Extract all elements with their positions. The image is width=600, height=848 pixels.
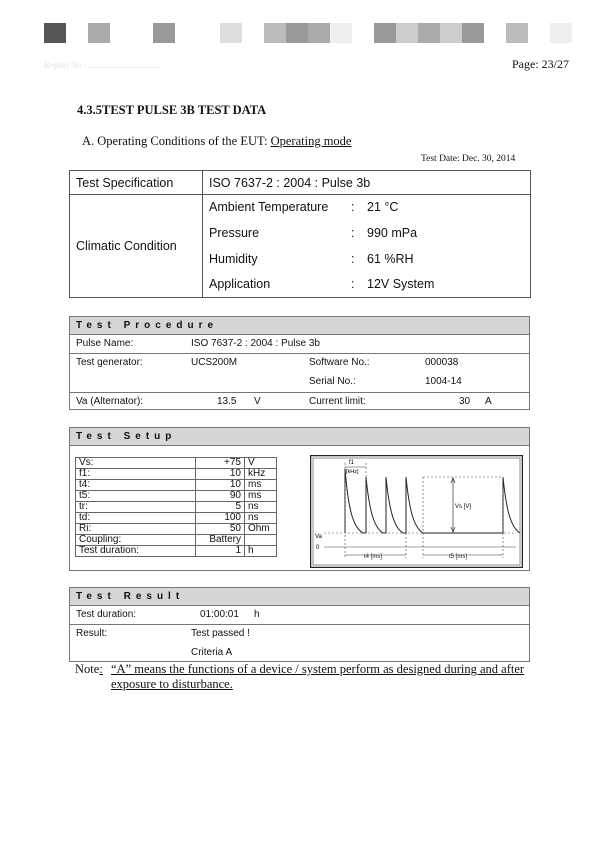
setup-label: td:: [76, 513, 196, 524]
setup-row: [76, 546, 277, 557]
setup-label: Vs:: [76, 458, 196, 469]
note-colon: :: [99, 662, 103, 676]
setup-value: 100: [196, 513, 245, 524]
setup-unit: h: [245, 546, 277, 557]
operating-conditions: [82, 134, 351, 149]
setup-row: [76, 513, 277, 524]
setup-value: 50: [196, 524, 245, 535]
va-label: Va: [315, 534, 322, 540]
zero-label: 0: [316, 545, 320, 551]
generator-label: Test generator:: [76, 357, 143, 368]
generator-row: [70, 353, 529, 392]
f1-unit-label: [kHz]: [346, 469, 359, 475]
note-word: Note: [75, 662, 100, 676]
climatic-value-0: 21 °C: [367, 200, 399, 214]
f1-label: f1: [349, 460, 355, 466]
duration-label: Test duration:: [76, 609, 137, 620]
climatic-label-2: Humidity: [209, 252, 258, 266]
criteria-value: Criteria A: [191, 647, 233, 658]
current-value: 30: [459, 396, 471, 407]
setup-label: t5:: [76, 491, 196, 502]
setup-row: [76, 480, 277, 491]
setup-label: f1:: [76, 469, 196, 480]
software-value: 000038: [425, 357, 459, 368]
climatic-sep-3: :: [351, 277, 355, 291]
setup-row: [76, 502, 277, 513]
climatic-label-3: Application: [209, 277, 271, 291]
climatic-value-2: 61 %RH: [367, 252, 414, 266]
test-setup-panel: [69, 427, 530, 571]
pulse-name-row: [70, 335, 529, 353]
climatic-label-1: Pressure: [209, 226, 260, 240]
generator-value: UCS200M: [191, 357, 238, 368]
serial-label: Serial No.:: [309, 376, 356, 387]
current-label: Current limit:: [309, 396, 366, 407]
setup-label: t4:: [76, 480, 196, 491]
note-line-1: “A” means the functions of a device / system perform as designed during and after: [111, 662, 525, 676]
setup-unit: Ohm: [245, 524, 277, 535]
current-unit: A: [485, 396, 492, 407]
setup-value: Battery: [196, 535, 245, 546]
serial-value: 1004-14: [425, 376, 462, 387]
setup-unit: ns: [245, 502, 277, 513]
climatic-sep-0: :: [351, 200, 355, 214]
vs-label: Vs [V]: [455, 504, 472, 510]
setup-value: 1: [196, 546, 245, 557]
setup-value: 5: [196, 502, 245, 513]
setup-unit: ns: [245, 513, 277, 524]
va-label: Va (Alternator):: [76, 396, 144, 407]
setup-value: 90: [196, 491, 245, 502]
setup-row: [76, 458, 277, 469]
va-unit: V: [254, 396, 261, 407]
setup-unit: V: [245, 458, 277, 469]
climatic-values: [203, 195, 531, 298]
pulse-name-label: Pulse Name:: [76, 338, 134, 349]
note-label: [75, 662, 103, 677]
diagram-frame: [311, 456, 523, 568]
setup-unit: [245, 535, 277, 546]
setup-label: Ri:: [76, 524, 196, 535]
software-label: Software No.:: [309, 357, 370, 368]
test-spec-value: ISO 7637-2 : 2004 : Pulse 3b: [203, 171, 531, 195]
test-result-panel: [69, 587, 530, 662]
setup-value: 10: [196, 469, 245, 480]
setup-table: [75, 457, 277, 557]
result-row: [70, 624, 529, 662]
result-value: Test passed !: [191, 628, 250, 639]
duration-row: [70, 606, 529, 624]
va-value: 13.5: [217, 396, 237, 407]
climatic-value-3: 12V System: [367, 277, 435, 291]
va-row: [70, 392, 529, 410]
setup-row: [76, 524, 277, 535]
page-number: Page: 23/27: [512, 57, 569, 71]
faint-report-line: Report No.: ................................: [44, 60, 161, 70]
section-title: 4.3.5TEST PULSE 3B TEST DATA: [77, 103, 267, 117]
operating-prefix: A. Operating Conditions of the EUT:: [82, 134, 271, 148]
setup-unit: kHz: [245, 469, 277, 480]
pulse-3b-diagram: [310, 455, 523, 568]
climatic-label-0: Ambient Temperature: [209, 200, 329, 214]
setup-unit: ms: [245, 491, 277, 502]
test-procedure-panel: [69, 316, 530, 410]
duration-value: 01:00:01: [200, 609, 239, 620]
test-date: Test Date: Dec. 30, 2014: [421, 154, 516, 164]
test-setup-header: Test Setup: [70, 428, 529, 446]
test-spec-label: Test Specification: [70, 171, 203, 195]
climatic-sep-1: :: [351, 226, 355, 240]
climatic-value-1: 990 mPa: [367, 226, 418, 240]
result-label: Result:: [76, 628, 108, 639]
setup-label: tr:: [76, 502, 196, 513]
pulse-name-value: ISO 7637-2 : 2004 : Pulse 3b: [191, 338, 320, 349]
setup-row: [76, 535, 277, 546]
setup-label: Coupling:: [76, 535, 196, 546]
note-line-2: exposure to disturbance.: [111, 677, 233, 691]
setup-row: [76, 491, 277, 502]
spec-table: [69, 170, 531, 298]
test-procedure-header: Test Procedure: [70, 317, 529, 335]
setup-value: +75: [196, 458, 245, 469]
setup-value: 10: [196, 480, 245, 491]
climatic-label: Climatic Condition: [70, 195, 203, 298]
climatic-sep-2: :: [351, 252, 355, 266]
setup-unit: ms: [245, 480, 277, 491]
operating-mode: Operating mode: [270, 134, 352, 148]
setup-row: [76, 469, 277, 480]
t5-label: t5 [ms]: [449, 554, 468, 560]
t4-label: t4 [ms]: [364, 554, 383, 560]
test-result-header: Test Result: [70, 588, 529, 606]
setup-label: Test duration:: [76, 546, 196, 557]
duration-unit: h: [254, 609, 260, 620]
